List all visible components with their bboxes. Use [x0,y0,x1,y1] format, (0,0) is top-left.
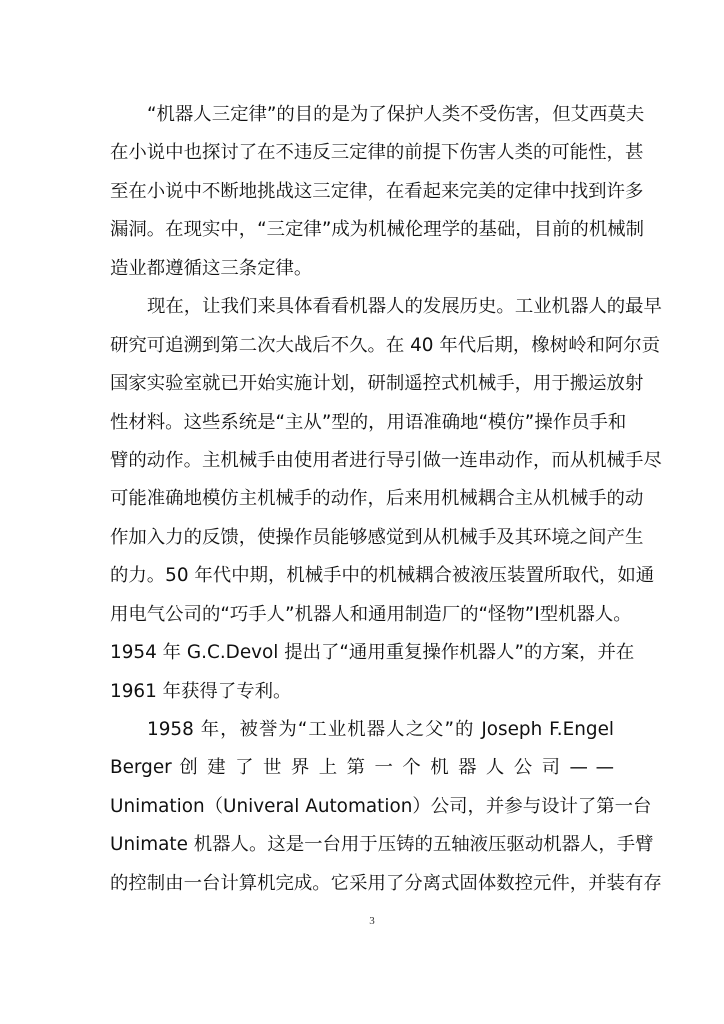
text-line: 至在小说中不断地挑战这三定律，在看起来完美的定律中找到许多 [110,180,644,202]
text-line: 现在，让我们来具体看看机器人的发展历史。工业机器人的最早 [147,296,662,318]
text-line: “机器人三定律”的目的是为了保护人类不受伤害，但艾西莫夫 [147,104,645,125]
text-line: 漏洞。在现实中，“三定律”成为机械伦理学的基础，目前的机械制 [110,219,644,241]
paragraph-three-laws [110,96,645,288]
paragraph-robot-history [110,288,662,711]
text-line: 在小说中也探讨了在不违反三定律的前提下伤害人类的可能性，甚 [110,142,644,164]
text-line: 造业都遵循这三条定律。 [110,257,313,279]
text-line: 的控制由一台计算机完成。它采用了分离式固体数控元件，并装有存 [110,872,662,894]
document-body [110,96,662,903]
text-line: 研究可追溯到第二次大战后不久。在 40 年代后期，橡树岭和阿尔贡 [110,334,661,356]
page-number: 3 [369,915,375,927]
text-line: 性材料。这些系统是“主从”型的，用语准确地“模仿”操作员手和 [110,411,627,433]
text-line: 的力。50 年代中期，机械手中的机械耦合被液压装置所取代，如通 [110,565,655,587]
text-line: Unimation（Univeral Automation）公司，并参与设计了第一台 [110,795,652,817]
text-line: 1961 年获得了专利。 [110,680,292,702]
paragraph-unimation [110,711,662,903]
text-line: 作加入力的反馈，使操作员能够感觉到从机械手及其环境之间产生 [110,526,644,548]
text-line: Berger 创 建 了 世 界 上 第 一 个 机 器 人 公 司 — — [110,757,614,779]
text-line: 1954 年 G.C.Devol 提出了“通用重复操作机器人”的方案，并在 [110,642,635,664]
text-line: Unimate 机器人。这是一台用于压铸的五轴液压驱动机器人，手臂 [110,834,654,856]
text-line: 可能准确地模仿主机械手的动作，后来用机械耦合主从机械手的动 [110,488,644,510]
text-line: 国家实验室就已开始实施计划，研制遥控式机械手，用于搬运放射 [110,373,644,395]
text-line: 1958 年，被誉为“工业机器人之父”的 Joseph F.Engel [147,719,614,740]
text-line: 用电气公司的“巧手人”机器人和通用制造厂的“怪物”Ⅰ型机器人。 [110,603,632,625]
text-line: 臂的动作。主机械手由使用者进行导引做一连串动作，而从机械手尽 [110,449,662,471]
